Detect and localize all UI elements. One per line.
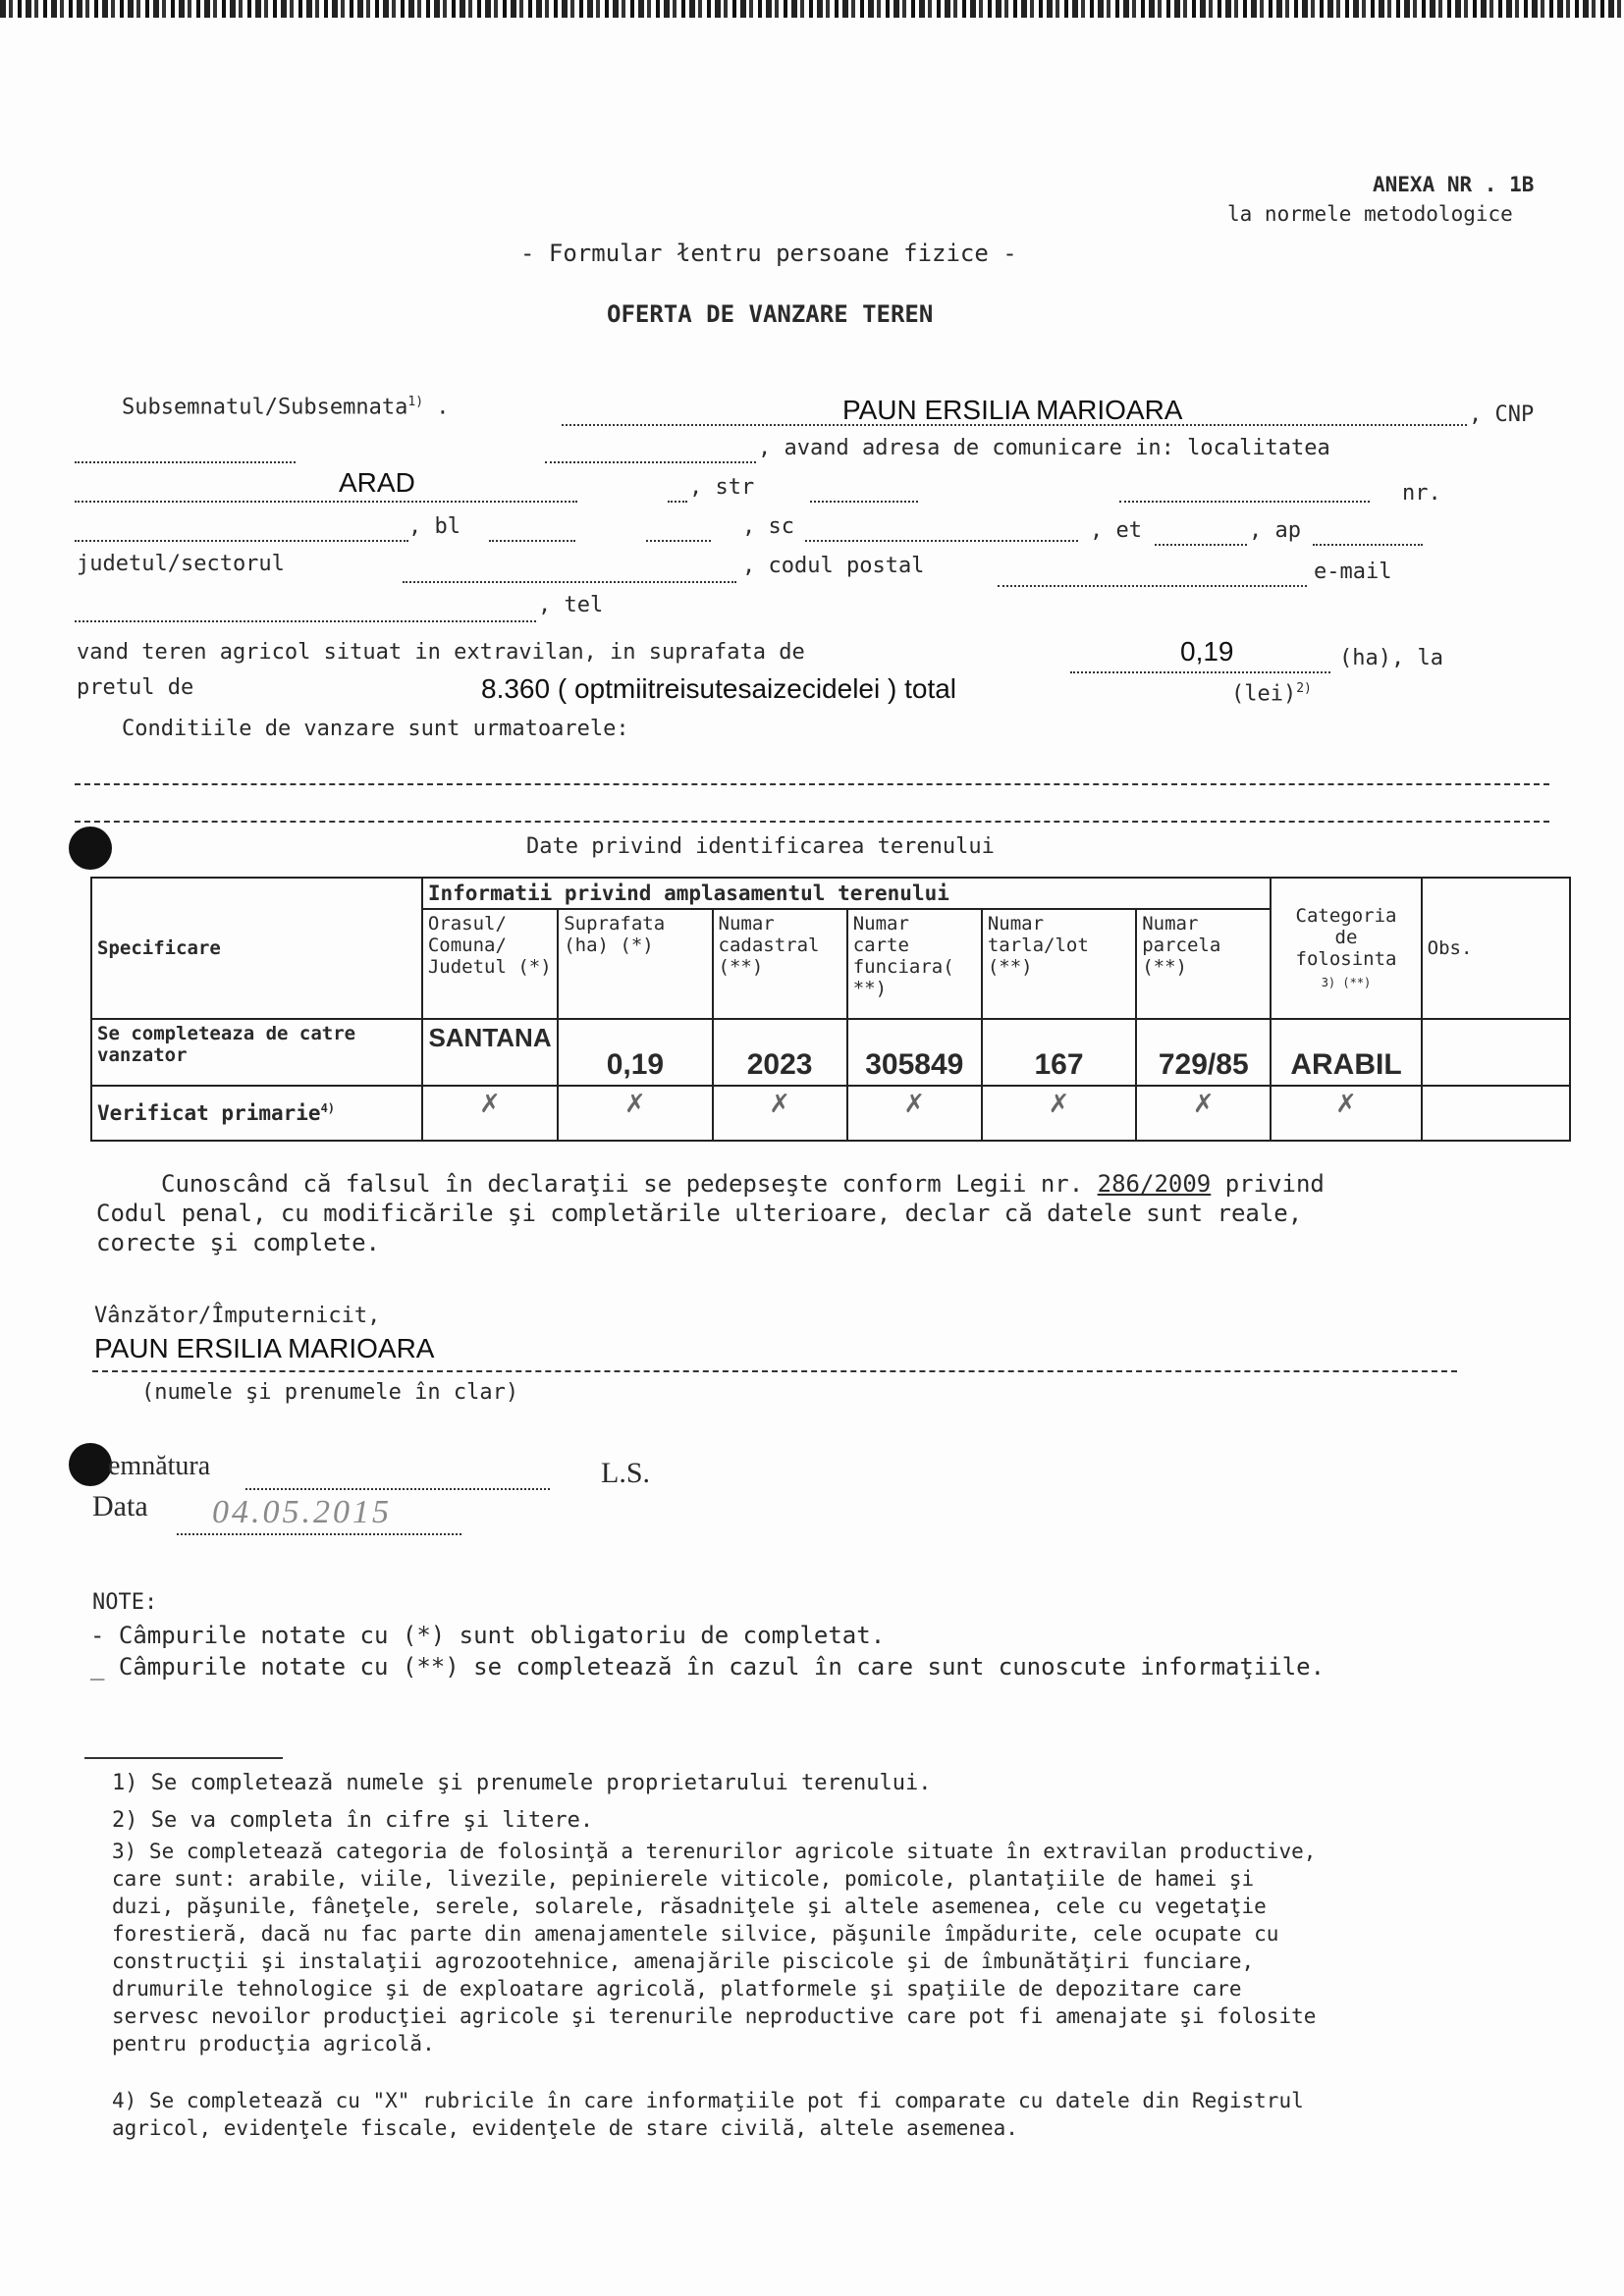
cell-categoria: ARABIL	[1271, 1019, 1421, 1086]
check-mark: ✗	[422, 1086, 558, 1141]
col-obs: Obs.	[1422, 878, 1570, 1019]
footnote-ref-4: 4)	[320, 1101, 336, 1115]
seller-role-label: Vânzător/Împuternicit,	[94, 1304, 381, 1328]
signature-label: emnătura	[108, 1451, 211, 1481]
cell-obs-2	[1422, 1086, 1570, 1141]
cnp-line-b	[545, 461, 756, 463]
col-specificare: Specificare	[91, 878, 422, 1019]
nr-value-line	[75, 540, 408, 542]
footnote-2: 2) Se va completa în cifre şi litere.	[112, 1808, 594, 1833]
cell-area: 0,19	[558, 1019, 712, 1086]
cnp-line-a	[75, 461, 296, 463]
cell-locality: SANTANA	[422, 1019, 558, 1086]
row-seller-label: Se completeaza de catre vanzator	[91, 1019, 422, 1086]
str-line	[810, 501, 918, 503]
area-line	[1070, 671, 1330, 673]
postal-label: , codul postal	[742, 554, 925, 578]
table-caption: Date privind identificarea terenului	[526, 834, 995, 859]
col-categoria	[1271, 878, 1421, 1019]
bl-label: , bl	[408, 514, 460, 539]
locality-value: ARAD	[339, 467, 415, 498]
sc-line-a	[646, 540, 711, 542]
annex-subtitle: la normele metodologice	[1227, 202, 1513, 226]
redaction-mark	[69, 827, 112, 870]
footnote-3-line: drumurile tehnologice şi de exploatare agricolă, platformele şi spaţiile de depozitare care	[112, 1977, 1242, 2001]
conditions-line-2	[75, 821, 1549, 823]
declaration-line-2: Codul penal, cu modificările şi completările ulterioare, declar că datele sunt reale,	[96, 1200, 1303, 1227]
note-item: _ Câmpurile notate cu (**) se completează în cazul în care sunt cunoscute informaţiile.	[90, 1653, 1326, 1681]
price-value: 8.360 ( optmiitreisutesaizecidelei ) total	[481, 673, 957, 704]
conditions-line-1	[75, 783, 1549, 785]
locality-line	[75, 501, 577, 503]
col-tarla: Numar tarla/lot (**)	[982, 909, 1136, 1019]
redaction-mark	[69, 1443, 112, 1486]
county-line	[403, 581, 736, 583]
footnote-3-line: duzi, păşunile, fâneţele, serele, solarele, răsadniţele şi altele asemenea, cele cu vegetaţie	[112, 1895, 1267, 1918]
check-mark: ✗	[1136, 1086, 1271, 1141]
col-locality: Orasul/ Comuna/ Judetul (*)	[422, 909, 558, 1019]
check-mark: ✗	[1271, 1086, 1421, 1141]
col-carte-funciara: Numar carte funciara( **)	[847, 909, 982, 1019]
nr-line	[1119, 501, 1370, 503]
check-mark: ✗	[847, 1086, 982, 1141]
signature-line	[245, 1488, 550, 1490]
footnote-4-line: 4) Se completează cu "X" rubricile în care informaţiile pot fi comparate cu datele din Registrul	[112, 2089, 1304, 2112]
notes-title: NOTE:	[92, 1590, 158, 1615]
address-label: , avand adresa de comunicare in: localitatea	[758, 436, 1330, 460]
footnote-3-line: servesc nevoilor producţiei agricole şi terenurile neproductive care pot fi amenajate şi folosite	[112, 2004, 1317, 2028]
et-line	[1155, 544, 1247, 546]
sc-label: , sc	[742, 514, 794, 539]
footnote-ref-2: 2)	[1296, 681, 1312, 696]
str-line-a	[668, 501, 687, 503]
date-line	[177, 1533, 461, 1535]
check-mark: ✗	[558, 1086, 712, 1141]
price-unit	[1231, 681, 1312, 706]
cell-parcela: 729/85	[1136, 1019, 1271, 1086]
ap-line	[1313, 544, 1423, 546]
name-hint: (numele şi prenumele în clar)	[141, 1380, 519, 1405]
seller-label: Subsemnatul/Subsemnata$^{1)}$ .	[122, 395, 450, 420]
date-label: Data	[92, 1490, 148, 1522]
note-item: - Câmpurile notate cu (*) sunt obligatoriu de completat.	[90, 1622, 886, 1649]
footnote-1: 1) Se completează numele şi prenumele proprietarului terenului.	[112, 1771, 932, 1795]
name-line	[92, 1370, 1457, 1372]
declaration-text: Cunoscând că falsul în declaraţii se pedepseşte conform Legii nr.	[161, 1170, 1084, 1198]
row-primarie-label	[91, 1086, 422, 1141]
col-parcela: Numar parcela (**)	[1136, 909, 1271, 1019]
land-sentence: vand teren agricol situat in extravilan, in suprafata de	[77, 640, 805, 665]
declaration-end: privind	[1224, 1170, 1325, 1198]
declaration-line-1	[161, 1170, 1325, 1198]
nr-label: nr.	[1402, 481, 1441, 506]
footnote-3-line: pentru producţia agricolă.	[112, 2032, 435, 2056]
price-unit-text: (lei)	[1231, 681, 1297, 707]
footnote-3-line: 3) Se completează categoria de folosinţă a terenurilor agricole situate în extravilan productive,	[112, 1840, 1317, 1863]
et-label: , et	[1090, 518, 1142, 543]
law-number: 286/2009	[1097, 1170, 1212, 1198]
declaration-line-3: corecte şi complete.	[96, 1229, 380, 1256]
seller-name-value: PAUN ERSILIA MARIOARA	[842, 395, 1183, 425]
col-area: Suprafata (ha) (*)	[558, 909, 712, 1019]
cell-tarla: 167	[982, 1019, 1136, 1086]
col-categoria-label: Categoria de folosinta	[1295, 905, 1397, 970]
seller-label-text: Subsemnatul/Subsemnata	[122, 395, 408, 420]
check-mark: ✗	[713, 1086, 847, 1141]
bl-line	[489, 540, 575, 542]
ls-label: L.S.	[601, 1457, 651, 1489]
cell-cadastral: 2023	[713, 1019, 847, 1086]
row-primarie-text: Verificat primarie	[97, 1101, 321, 1125]
footnote-3-line: construcţii şi instalaţii agrozootehnice, amenajările piscicole şi de îmbunătăţiri funciare,	[112, 1949, 1255, 1973]
annex-number: ANEXA NR . 1B	[1373, 173, 1535, 196]
postal-line	[998, 585, 1307, 587]
col-cadastral: Numar cadastral (**)	[713, 909, 847, 1019]
group-header: Informatii privind amplasamentul terenului	[422, 878, 1271, 909]
form-type: - Formular łentru persoane fizice -	[520, 240, 1017, 267]
check-mark: ✗	[982, 1086, 1136, 1141]
page-title: OFERTA DЕ VANZARE TEREN	[607, 300, 934, 328]
footnote-ref-1: 1)	[407, 395, 424, 409]
scan-edge-strip	[0, 0, 1624, 18]
seller-name-clear: PAUN ERSILIA MARIOARA	[94, 1333, 435, 1363]
email-line	[75, 620, 536, 622]
price-label: pretul de	[77, 675, 194, 700]
email-label: e-mail	[1314, 560, 1392, 584]
footnote-ref-3: 3) (**)	[1321, 976, 1372, 989]
conditions-label: Conditiile de vanzare sunt urmatoarele:	[122, 717, 629, 741]
footnote-separator	[84, 1757, 283, 1759]
county-label: judetul/sectorul	[77, 552, 285, 576]
area-unit: (ha), la	[1339, 646, 1443, 670]
land-identification-table	[90, 877, 1571, 1142]
str-label: , str	[689, 475, 755, 500]
cnp-label: , CNP	[1469, 402, 1535, 427]
area-value: 0,19	[1180, 636, 1234, 667]
cell-carte-funciara: 305849	[847, 1019, 982, 1086]
date-value: 04.05.2015	[212, 1494, 392, 1530]
footnote-3-line: care sunt: arabile, viile, livezile, pepinierele viticole, pomicole, plantaţiile de hamei şi	[112, 1867, 1255, 1891]
footnote-4-line: agricol, evidenţele fiscale, evidenţele de stare civilă, altele asemenea.	[112, 2116, 1018, 2140]
tel-label: , tel	[538, 593, 604, 617]
cell-obs	[1422, 1019, 1570, 1086]
ap-label: , ap	[1249, 518, 1301, 543]
footnote-3-line: forestieră, dacă nu fac parte din amenajamentele silvice, păşunile împădurite, cele ocupate cu	[112, 1922, 1279, 1946]
sc-line	[805, 540, 1078, 542]
